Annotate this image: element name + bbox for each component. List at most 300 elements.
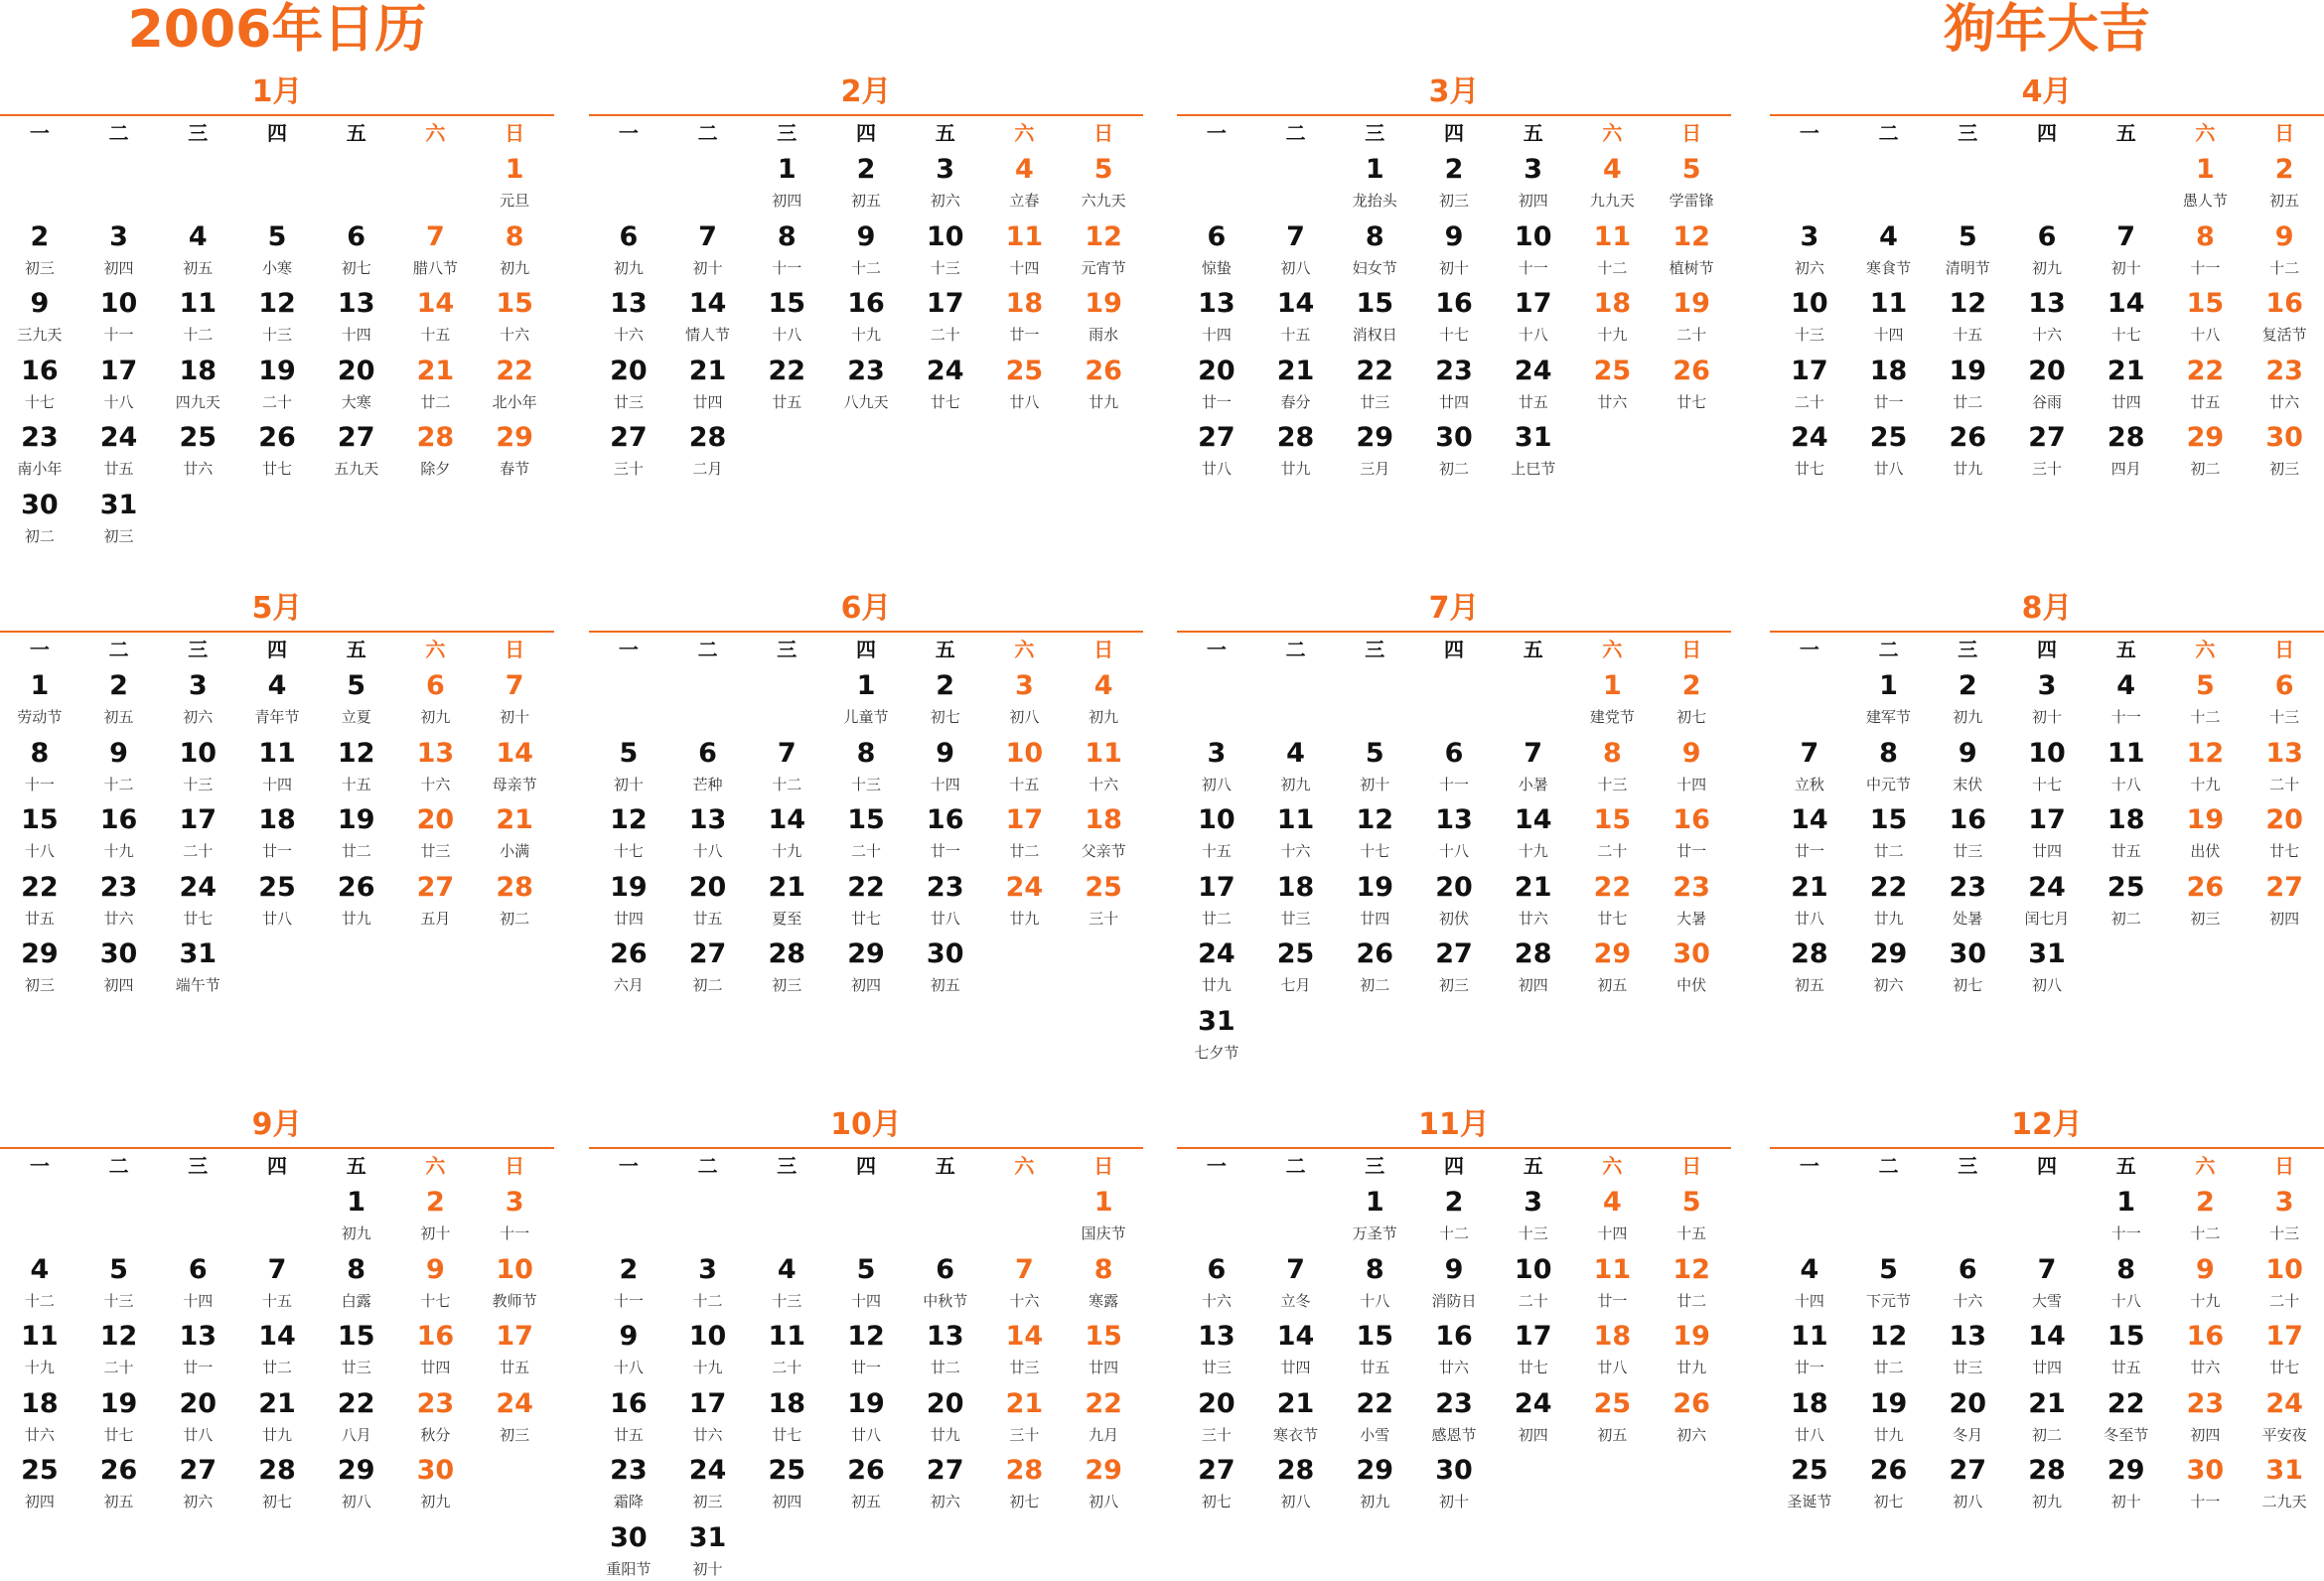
day-cell [2245, 1317, 2324, 1384]
lunar-date-label: 初九 [420, 708, 451, 726]
day-number: 5 [1681, 154, 1701, 185]
day-number: 8 [347, 1253, 366, 1285]
lunar-date-label: 廿四 [1438, 392, 1469, 411]
day-cell [2087, 1183, 2166, 1250]
day-cell [396, 800, 476, 868]
lunar-date-label: 初伏 [1438, 909, 1469, 928]
day-number: 12 [337, 737, 375, 769]
day-cell [475, 418, 554, 486]
day-cell [2166, 150, 2246, 217]
weekday-header [1770, 116, 2324, 150]
day-number: 31 [688, 1521, 727, 1553]
day-number: 21 [688, 355, 727, 386]
lunar-date-label: 十三 [261, 326, 292, 344]
day-number: 27 [688, 938, 727, 969]
day-number: 24 [1514, 355, 1552, 386]
day-cell [747, 150, 826, 217]
empty-day-cell [1177, 1183, 1256, 1250]
lunar-date-label: 端午节 [175, 976, 220, 994]
day-number: 14 [496, 737, 533, 769]
day-number: 7 [267, 1253, 287, 1285]
day-cell [1573, 868, 1653, 935]
day-number: 25 [1593, 1387, 1632, 1419]
day-number: 6 [1207, 1253, 1227, 1285]
lunar-date-label: 初七 [341, 258, 371, 277]
week-row [589, 352, 1143, 419]
week-row [1177, 934, 1731, 1002]
lunar-date-label: 廿二 [1953, 392, 1983, 411]
day-cell [396, 1317, 476, 1384]
day-cell [79, 418, 159, 486]
lunar-date-label: 元旦 [500, 192, 530, 210]
lunar-date-label: 十一 [1518, 258, 1548, 277]
week-row [0, 868, 554, 935]
day-number: 18 [768, 1387, 806, 1419]
day-cell [79, 1451, 159, 1512]
lunar-date-label: 消权日 [1352, 326, 1397, 344]
lunar-date-label: 初六 [183, 1493, 214, 1510]
lunar-date-label: 十三 [1794, 326, 1824, 344]
day-cell [237, 1384, 317, 1452]
lunar-date-label: 十七 [613, 842, 644, 860]
day-number: 16 [926, 804, 964, 835]
day-number: 6 [1207, 220, 1227, 252]
day-cell [747, 1317, 826, 1384]
lunar-date-label: 廿四 [420, 1359, 451, 1376]
day-number: 8 [1879, 737, 1898, 769]
day-number: 3 [109, 220, 128, 252]
lunar-date-label: 初五 [1794, 976, 1824, 994]
day-number: 14 [1276, 288, 1315, 319]
day-number: 13 [179, 1321, 218, 1352]
week-row [589, 1518, 1143, 1580]
month-title: 6月 [840, 591, 892, 626]
day-cell [1652, 800, 1731, 868]
lunar-date-label: 初三 [772, 976, 802, 994]
day-number: 18 [21, 1387, 59, 1419]
day-number: 10 [2028, 737, 2066, 769]
day-cell [668, 734, 748, 801]
lunar-date-label: 十四 [1201, 326, 1232, 344]
lunar-date-label: 十八 [692, 842, 723, 860]
day-cell [1494, 868, 1573, 935]
lunar-date-label: 十六 [420, 775, 451, 793]
lunar-date-label: 初十 [692, 1559, 723, 1578]
day-number: 25 [1085, 871, 1122, 903]
week-row [1770, 734, 2324, 801]
empty-day-cell [396, 934, 476, 996]
lunar-date-label: 十八 [772, 326, 802, 344]
week-row [1177, 284, 1731, 352]
day-cell [2087, 1451, 2166, 1512]
lunar-date-label: 廿七 [1597, 909, 1628, 928]
empty-day-cell [475, 1451, 554, 1512]
lunar-date-label: 十五 [1676, 1224, 1707, 1242]
lunar-date-label: 廿三 [1280, 909, 1311, 928]
day-cell [985, 1384, 1065, 1452]
day-cell [317, 352, 396, 419]
empty-day-cell [1770, 1183, 1849, 1250]
week-row [589, 666, 1143, 734]
day-cell [906, 1451, 985, 1518]
empty-day-cell [1770, 666, 1849, 734]
day-cell [2166, 868, 2246, 935]
day-number: 9 [109, 737, 128, 769]
week-row [1177, 352, 1731, 419]
day-number: 1 [777, 154, 797, 185]
day-number: 16 [610, 1387, 648, 1419]
lunar-date-label: 十一 [2190, 258, 2221, 277]
day-cell [1849, 666, 1929, 734]
lunar-date-label: 廿二 [420, 392, 451, 411]
lunar-date-label: 廿八 [1009, 392, 1040, 411]
day-number: 15 [1869, 804, 1908, 835]
day-cell [747, 934, 826, 996]
day-number: 5 [2196, 670, 2215, 701]
lunar-date-label: 初五 [1597, 976, 1628, 994]
weekday-label: 一 [1206, 638, 1227, 661]
day-number: 25 [2106, 871, 2145, 903]
lunar-date-label: 腊八节 [412, 258, 458, 277]
day-number: 22 [2106, 1387, 2145, 1419]
empty-day-cell [1770, 150, 1849, 217]
day-number: 24 [1514, 1387, 1552, 1419]
lunar-date-label: 廿三 [1009, 1359, 1040, 1376]
lunar-date-label: 廿六 [2269, 392, 2300, 411]
lunar-date-label: 二月 [692, 460, 723, 478]
weekday-header [1177, 116, 1731, 150]
weekday-label: 六 [2195, 1154, 2216, 1178]
weekday-label: 日 [505, 1154, 525, 1178]
lunar-date-label: 九月 [1089, 1425, 1119, 1444]
day-number: 1 [1093, 1187, 1113, 1218]
day-number: 16 [847, 288, 885, 319]
day-cell [1494, 284, 1573, 352]
day-number: 6 [698, 737, 717, 769]
lunar-date-label: 十二 [1438, 1224, 1469, 1242]
empty-day-cell [1494, 1451, 1573, 1512]
lunar-date-label: 廿三 [613, 392, 644, 411]
day-cell [1849, 1384, 1929, 1452]
day-cell [158, 1384, 237, 1452]
day-cell [1256, 734, 1336, 801]
lunar-date-label: 初三 [1438, 192, 1469, 210]
day-cell [79, 486, 159, 547]
day-cell [668, 1317, 748, 1384]
empty-day-cell [396, 486, 476, 547]
day-cell [79, 800, 159, 868]
day-number: 14 [688, 288, 727, 319]
day-number: 23 [1435, 1387, 1473, 1419]
day-cell [0, 666, 79, 734]
lunar-date-label: 初七 [1953, 976, 1983, 994]
day-cell [906, 800, 985, 868]
lunar-date-label: 十六 [1009, 1291, 1040, 1310]
lunar-date-label: 廿五 [613, 1425, 644, 1444]
day-cell [1849, 1317, 1929, 1384]
day-number: 30 [2186, 1455, 2225, 1486]
day-cell [237, 1250, 317, 1318]
lunar-date-label: 十二 [850, 258, 881, 277]
month-panel [1177, 71, 1731, 480]
lunar-date-label: 十二 [1597, 258, 1628, 277]
lunar-date-label: 十九 [103, 842, 134, 860]
lunar-date-label: 感恩节 [1431, 1425, 1477, 1444]
day-number: 20 [688, 871, 727, 903]
day-number: 12 [1869, 1321, 1908, 1352]
lunar-date-label: 廿五 [692, 909, 723, 928]
day-number: 24 [1791, 422, 1828, 453]
weekday-header [1770, 633, 2324, 666]
lunar-date-label: 十九 [24, 1359, 55, 1376]
day-cell [1849, 734, 1929, 801]
day-number: 11 [1276, 804, 1315, 835]
weekday-label: 五 [1523, 121, 1543, 145]
day-cell [158, 284, 237, 352]
day-cell [2007, 868, 2087, 935]
day-number: 4 [2116, 670, 2136, 701]
lunar-date-label: 七夕节 [1194, 1043, 1239, 1062]
week-row [0, 800, 554, 868]
week-row [589, 868, 1143, 935]
empty-day-cell [79, 150, 159, 217]
lunar-date-label: 廿二 [1676, 1291, 1707, 1310]
lunar-date-label: 初三 [692, 1493, 723, 1510]
day-cell [1849, 1250, 1929, 1318]
week-row [1770, 1250, 2324, 1318]
week-row [589, 1384, 1143, 1452]
empty-day-cell [1335, 666, 1414, 734]
week-row [1770, 284, 2324, 352]
weekday-label: 六 [1014, 1154, 1035, 1178]
day-cell [1335, 1384, 1414, 1452]
day-cell [826, 1317, 906, 1384]
day-number: 13 [416, 737, 455, 769]
day-cell [826, 800, 906, 868]
day-cell [237, 800, 317, 868]
day-number: 9 [2196, 1253, 2215, 1285]
day-number: 19 [2186, 804, 2225, 835]
month-title: 12月 [2011, 1107, 2083, 1142]
day-number: 14 [258, 1321, 296, 1352]
lunar-date-label: 初九 [1360, 1493, 1390, 1510]
lunar-date-label: 廿三 [1360, 392, 1390, 411]
week-row [0, 418, 554, 486]
lunar-date-label: 廿九 [1873, 1425, 1904, 1444]
weekday-label: 二 [1878, 121, 1899, 145]
lunar-date-label: 小雪 [1360, 1425, 1390, 1444]
empty-day-cell [1573, 418, 1653, 480]
day-number: 19 [1356, 871, 1394, 903]
week-row [1770, 150, 2324, 217]
day-cell [158, 734, 237, 801]
lunar-date-label: 初七 [1009, 1493, 1040, 1510]
lunar-date-label: 愚人节 [2182, 192, 2228, 210]
day-number: 8 [30, 737, 50, 769]
day-cell [1849, 418, 1929, 480]
weekday-label: 六 [1602, 638, 1623, 661]
empty-day-cell [1652, 1002, 1731, 1064]
day-number: 28 [1791, 938, 1828, 969]
weekday-label: 二 [1285, 121, 1306, 145]
day-cell [2166, 734, 2246, 801]
weekday-label: 三 [1958, 638, 1978, 661]
lunar-date-label: 二十 [183, 842, 214, 860]
lunar-date-label: 初十 [1438, 1493, 1469, 1510]
day-number: 15 [1356, 288, 1394, 319]
day-number: 26 [1672, 355, 1710, 386]
weekday-label: 五 [346, 1154, 366, 1178]
day-cell [79, 284, 159, 352]
empty-day-cell [1414, 666, 1494, 734]
lunar-date-label: 廿八 [1201, 460, 1232, 478]
lunar-date-label: 十八 [2110, 1291, 2141, 1310]
day-number: 13 [337, 288, 375, 319]
day-cell [1414, 1384, 1494, 1452]
day-cell [1064, 1183, 1143, 1250]
day-cell [985, 1250, 1065, 1318]
day-number: 2 [1444, 1187, 1464, 1218]
week-row [1770, 934, 2324, 996]
day-cell [1770, 868, 1849, 935]
lunar-date-label: 十六 [500, 326, 530, 344]
empty-day-cell [1573, 1002, 1653, 1064]
day-number: 3 [1015, 670, 1034, 701]
weekday-header [0, 1149, 554, 1183]
day-number: 17 [99, 355, 138, 386]
lunar-date-label: 复活节 [2261, 326, 2307, 344]
day-cell [668, 418, 748, 480]
day-cell [2245, 800, 2324, 868]
day-number: 1 [856, 670, 876, 701]
lunar-date-label: 十九 [2190, 1291, 2221, 1310]
day-cell [589, 1384, 668, 1452]
empty-day-cell [396, 150, 476, 217]
day-number: 18 [1593, 1321, 1632, 1352]
day-number: 19 [1869, 1387, 1908, 1419]
day-cell [589, 1451, 668, 1518]
lunar-date-label: 平安夜 [2261, 1425, 2307, 1444]
day-cell [0, 486, 79, 547]
day-cell [985, 1451, 1065, 1518]
day-number: 18 [179, 355, 218, 386]
day-number: 15 [496, 288, 533, 319]
day-cell [1414, 217, 1494, 285]
day-cell [589, 418, 668, 480]
day-cell [2007, 284, 2087, 352]
lunar-date-label: 初十 [2110, 1493, 2141, 1510]
day-number: 9 [1958, 737, 1977, 769]
month-panel [0, 1103, 554, 1512]
day-cell [1573, 1250, 1653, 1318]
day-number: 25 [1869, 422, 1908, 453]
weekday-label: 六 [1602, 1154, 1623, 1178]
day-number: 26 [258, 422, 296, 453]
day-cell [1414, 418, 1494, 480]
lunar-date-label: 初二 [24, 526, 55, 545]
day-number: 3 [936, 154, 955, 185]
day-number: 26 [847, 1455, 885, 1486]
day-cell [1573, 284, 1653, 352]
day-number: 4 [1015, 154, 1034, 185]
lunar-date-label: 初三 [1438, 976, 1469, 994]
lunar-date-label: 末伏 [1953, 775, 1983, 793]
lunar-date-label: 儿童节 [843, 708, 889, 726]
day-cell [747, 868, 826, 935]
day-cell [317, 800, 396, 868]
day-number: 27 [179, 1455, 218, 1486]
empty-day-cell [1064, 418, 1143, 480]
lunar-date-label: 廿七 [183, 909, 214, 928]
week-row [0, 1317, 554, 1384]
lunar-date-label: 廿一 [1794, 1359, 1824, 1376]
day-number: 16 [99, 804, 138, 835]
lunar-date-label: 初七 [1201, 1493, 1232, 1510]
day-number: 11 [1593, 1253, 1632, 1285]
day-cell [1573, 217, 1653, 285]
weekday-label: 四 [855, 638, 876, 661]
day-cell [1335, 418, 1414, 480]
weekday-label: 日 [1681, 638, 1702, 661]
day-number: 15 [21, 804, 59, 835]
weekday-label: 三 [1958, 1154, 1978, 1178]
day-cell [158, 800, 237, 868]
day-number: 3 [1524, 1187, 1543, 1218]
weekday-label: 三 [777, 1154, 798, 1178]
empty-day-cell [2166, 934, 2246, 996]
lunar-date-label: 重阳节 [606, 1559, 652, 1578]
day-number: 27 [926, 1455, 964, 1486]
day-number: 19 [610, 871, 648, 903]
lunar-date-label: 初九 [341, 1224, 371, 1242]
lunar-date-label: 三十 [1009, 1425, 1040, 1444]
lunar-date-label: 初二 [2110, 909, 2141, 928]
day-cell [0, 734, 79, 801]
day-number: 21 [1791, 871, 1828, 903]
day-cell [2087, 868, 2166, 935]
day-number: 2 [426, 1187, 445, 1218]
lunar-date-label: 十八 [2110, 775, 2141, 793]
lunar-date-label: 中秋节 [923, 1291, 968, 1310]
day-number: 3 [188, 670, 208, 701]
day-cell [826, 868, 906, 935]
lunar-date-label: 十三 [1597, 775, 1628, 793]
lunar-date-label: 十四 [261, 775, 292, 793]
weekday-label: 四 [1443, 121, 1464, 145]
weekday-label: 日 [2274, 638, 2295, 661]
day-number: 9 [30, 288, 50, 319]
day-number: 20 [179, 1387, 218, 1419]
day-cell [396, 284, 476, 352]
day-number: 22 [1593, 871, 1632, 903]
day-number: 8 [1365, 220, 1384, 252]
day-cell [906, 666, 985, 734]
day-number: 10 [1791, 288, 1828, 319]
day-cell [2245, 1183, 2324, 1250]
day-number: 29 [1356, 1455, 1394, 1486]
day-cell [0, 934, 79, 996]
day-number: 26 [1356, 938, 1394, 969]
week-row [0, 352, 554, 419]
lunar-date-label: 廿二 [930, 1359, 960, 1376]
lunar-date-label: 十四 [183, 1291, 214, 1310]
day-number: 16 [416, 1321, 455, 1352]
lunar-date-label: 廿九 [1280, 460, 1311, 478]
week-row [589, 1250, 1143, 1318]
day-cell [1849, 868, 1929, 935]
day-cell [1064, 1250, 1143, 1318]
day-number: 29 [1593, 938, 1632, 969]
